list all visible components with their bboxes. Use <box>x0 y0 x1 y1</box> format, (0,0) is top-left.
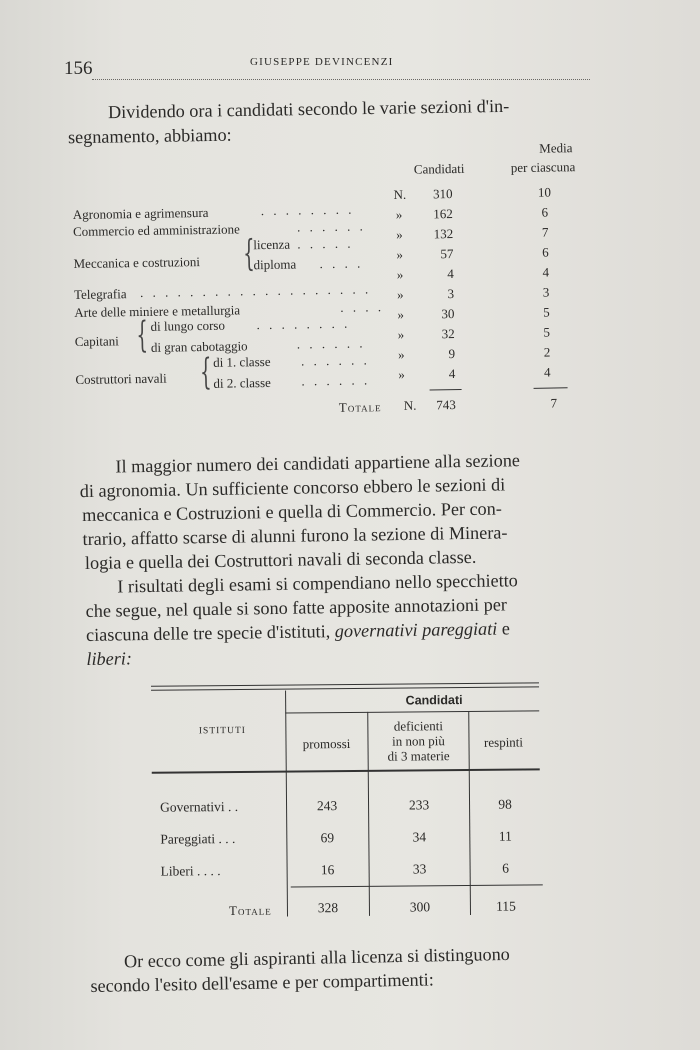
row-label: Arte delle miniere e metallurgia <box>74 302 241 321</box>
para3-line-1: I risultati degli esami si compendiano nello specchietto <box>117 570 518 597</box>
row-candidati: 4 <box>447 266 454 282</box>
row-respinti: 98 <box>498 796 512 812</box>
row-promossi: 243 <box>316 798 338 814</box>
leader-dots: . . . . . <box>297 235 354 252</box>
row-candidati: 30 <box>441 306 455 322</box>
col-promossi: promossi <box>302 735 351 752</box>
col-istituti: ISTITUTI <box>198 725 246 737</box>
page-number: 156 <box>64 58 93 79</box>
row-candidati: 3 <box>447 286 455 302</box>
row-mark: » <box>397 326 405 342</box>
row-label: Telegrafia <box>73 286 127 303</box>
leader-dots: . . . . <box>340 299 385 315</box>
total-label: Totale <box>338 399 382 415</box>
brace: { <box>242 233 255 275</box>
running-title: GIUSEPPE DEVINCENZI <box>250 56 394 68</box>
total-respinti: 115 <box>495 898 516 914</box>
row-deficienti: 33 <box>412 861 427 877</box>
col-candidati: Candidati <box>413 160 465 177</box>
row-istituto-name: Liberi <box>160 863 194 879</box>
row-label: Agronomia e agrimensura <box>72 204 209 223</box>
row-mark: N. <box>393 186 407 202</box>
row-candidati: 310 <box>432 186 453 202</box>
row-sub: licenza <box>253 236 291 253</box>
col-respinti: respinti <box>483 734 524 750</box>
row-mark: » <box>395 206 403 222</box>
para3-line-2: che segue, nel quale si sono fatte apposite annotazioni per <box>85 594 508 622</box>
leader-dots: . . . . . . <box>296 335 366 352</box>
row-media: 7 <box>541 224 549 240</box>
col-media-2: per ciascuna <box>510 159 576 176</box>
row-mark: » <box>396 266 404 282</box>
row-media: 4 <box>543 364 551 380</box>
row-candidati: 32 <box>441 326 455 342</box>
row-media: 3 <box>542 284 550 300</box>
row-media: 5 <box>543 304 550 320</box>
row-respinti: 6 <box>502 860 510 876</box>
para2-line: trario, affatto scarse di alunni furono la sezione di Minera- <box>82 522 508 550</box>
row-media: 2 <box>543 344 551 360</box>
row-promossi: 69 <box>320 830 335 846</box>
row-media: 5 <box>543 324 551 340</box>
total-label: Totale <box>228 902 272 919</box>
row-media: 4 <box>542 264 550 280</box>
para3-line-3-end: e <box>497 618 511 639</box>
brace: { <box>136 314 149 357</box>
row-label: Commercio ed amministrazione <box>72 221 240 240</box>
row-candidati: 162 <box>433 206 453 222</box>
para2-line: meccanica e Costruzioni e quella di Commercio. Per con- <box>82 498 502 526</box>
total-deficienti: 300 <box>409 899 431 915</box>
row-mark: » <box>397 306 405 322</box>
row-sub: di lungo corso <box>150 317 226 334</box>
total-media: 7 <box>550 395 558 411</box>
leader-dots: . . . . . . <box>300 352 370 369</box>
total-candidati: 743 <box>436 397 456 413</box>
para4-line-1: Or ecco come gli aspiranti alla licenza si distinguono <box>123 943 510 972</box>
row-mark: » <box>396 226 403 242</box>
row-sub: diploma <box>253 256 297 273</box>
leader-dots: . . . <box>215 831 236 847</box>
leader-dots: . . . . . . <box>296 218 366 235</box>
row-mark: » <box>396 246 404 262</box>
row-deficienti: 233 <box>408 797 430 813</box>
col-deficienti-3: di 3 materie <box>387 748 450 764</box>
leader-dots: . . . . . . . . . . . . . . . . . . . <box>139 281 372 300</box>
row-mark: » <box>398 366 405 382</box>
row-candidati: 9 <box>448 346 456 362</box>
row-istituto-name: Governativi <box>159 799 225 815</box>
row-promossi: 16 <box>320 862 335 878</box>
para3-line-3-plain: ciascuna delle tre specie d'istituti, <box>85 621 335 646</box>
col-media-1: Media <box>539 140 573 156</box>
row-media: 6 <box>541 204 549 220</box>
row-istituto-name: Pareggiati <box>160 831 216 847</box>
para2-line: Il maggior numero dei candidati appartiene alla sezione <box>115 450 521 477</box>
brace: { <box>199 351 212 394</box>
total-mark: N. <box>403 397 417 413</box>
row-candidati: 57 <box>440 246 454 262</box>
intro-line-2: segnamento, abbiamo: <box>67 124 232 148</box>
row-candidati: 132 <box>433 226 454 242</box>
leader-dots: . . . . . . . . <box>256 315 351 333</box>
col-deficienti-1: deficienti <box>393 718 443 734</box>
col-deficienti-2: in non più <box>392 733 445 749</box>
row-sub: di 1. classe <box>213 353 271 370</box>
leader-dots: . . . . <box>193 863 221 879</box>
intro-line-1: Dividendo ora i candidati secondo le varie sezioni d'in- <box>107 95 510 123</box>
para2-line: logia e quella dei Costruttori navali di seconda classe. <box>84 546 477 574</box>
row-mark: » <box>397 346 405 362</box>
row-media: 6 <box>542 244 549 260</box>
para3-line-4-italic: liberi: <box>86 648 133 670</box>
leader-dots: . . <box>224 798 239 815</box>
group-header-candidati: Candidati <box>405 693 463 708</box>
row-respinti: 11 <box>498 828 512 844</box>
row-sub: di 2. classe <box>213 374 271 391</box>
row-label: Capitani <box>74 333 119 350</box>
leader-dots: . . . . . . <box>301 372 371 389</box>
total-promossi: 328 <box>317 900 339 916</box>
row-label: Meccanica e costruzioni <box>73 254 200 272</box>
row-mark: » <box>396 286 404 302</box>
para4-line-2: secondo l'esito dell'esame e per compartimenti: <box>90 969 435 996</box>
para3-line-3-italic: governativi pareggiati <box>334 618 498 642</box>
para2-line: di agronomia. Un sufficiente concorso ebbero le sezioni di <box>79 474 506 502</box>
row-label: Costruttori navali <box>75 370 167 388</box>
leader-dots: . . . . . . . . <box>260 201 355 219</box>
row-sub: di gran cabotaggio <box>150 338 248 355</box>
leader-dots: . . . . <box>319 255 364 272</box>
row-media: 10 <box>537 184 552 200</box>
row-candidati: 4 <box>448 366 456 382</box>
row-deficienti: 34 <box>412 829 427 845</box>
